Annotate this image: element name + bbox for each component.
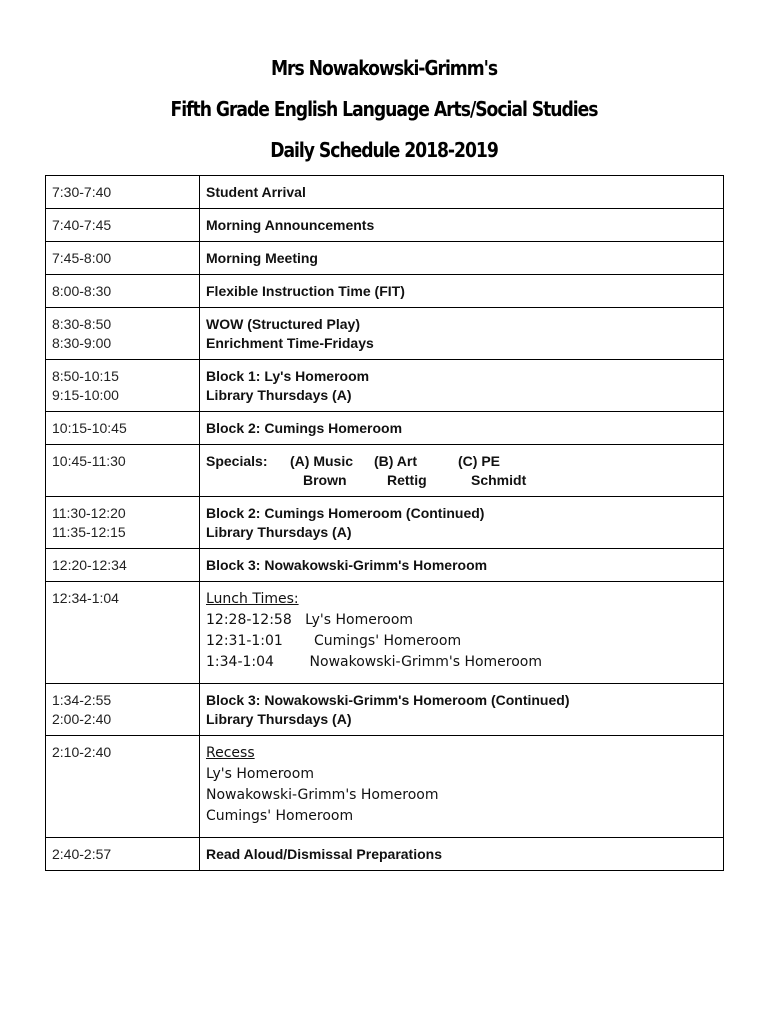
- table-row: [46, 412, 724, 445]
- activity-text: Student Arrival: [206, 184, 306, 200]
- title-line-schedule: Daily Schedule 2018-2019: [270, 138, 498, 162]
- table-row: [46, 838, 724, 871]
- specials-label: Specials:: [206, 453, 268, 469]
- activity-text: Morning Announcements: [206, 217, 375, 233]
- activity-cell: [200, 684, 724, 736]
- activity-text: WOW (Structured Play): [206, 316, 361, 332]
- time-cell: [46, 549, 200, 582]
- time-text: 11:35-12:15: [52, 524, 126, 540]
- activity-cell: [200, 736, 724, 838]
- list-item: 1:34-1:04 Nowakowski-Grimm's Homeroom: [206, 654, 542, 670]
- time-text: 9:15-10:00: [52, 387, 119, 403]
- activity-text: Library Thursdays (A): [206, 387, 352, 403]
- table-row: [46, 549, 724, 582]
- time-cell: [46, 275, 200, 308]
- list-item: 12:31-1:01 Cumings' Homeroom: [206, 633, 462, 649]
- time-cell: [46, 684, 200, 736]
- table-row: [46, 445, 724, 497]
- time-cell: [46, 360, 200, 412]
- activity-text: Block 2: Cumings Homeroom: [206, 420, 403, 436]
- activity-cell: [200, 360, 724, 412]
- table-row: [46, 176, 724, 209]
- time-cell: [46, 445, 200, 497]
- time-text: 12:34-1:04: [52, 590, 119, 606]
- time-cell: [46, 308, 200, 360]
- special-item: [374, 452, 458, 490]
- schedule-table: [45, 175, 724, 871]
- time-cell: [46, 209, 200, 242]
- special-teacher: Brown: [303, 472, 347, 488]
- table-row: [46, 242, 724, 275]
- activity-cell: [200, 497, 724, 549]
- activity-cell: [200, 582, 724, 684]
- list-heading: Recess: [206, 745, 255, 761]
- activity-cell: [200, 308, 724, 360]
- activity-cell: [200, 176, 724, 209]
- table-row: [46, 308, 724, 360]
- time-text: 8:30-9:00: [52, 335, 112, 351]
- table-row: [46, 582, 724, 684]
- activity-text: Library Thursdays (A): [206, 711, 352, 727]
- activity-text: Enrichment Time-Fridays: [206, 335, 374, 351]
- time-cell: [46, 176, 200, 209]
- list-item: Ly's Homeroom: [206, 766, 314, 782]
- table-row: [46, 684, 724, 736]
- activity-text: Read Aloud/Dismissal Preparations: [206, 846, 442, 862]
- title-line-subject: Fifth Grade English Language Arts/Social Studies: [170, 97, 598, 121]
- title-line-teacher: Mrs Nowakowski-Grimm's: [270, 56, 498, 80]
- special-name: (B) Art: [374, 453, 418, 469]
- time-text: 8:50-10:15: [52, 368, 119, 384]
- time-text: 7:40-7:45: [52, 217, 112, 233]
- activity-cell: [200, 412, 724, 445]
- time-cell: [46, 412, 200, 445]
- table-row: [46, 497, 724, 549]
- activity-text: Block 3: Nowakowski-Grimm's Homeroom (Continued): [206, 692, 570, 708]
- time-text: 1:34-2:55: [52, 692, 112, 708]
- table-row: [46, 360, 724, 412]
- time-text: 2:10-2:40: [52, 744, 112, 760]
- schedule-body: [46, 176, 724, 871]
- activity-text: Morning Meeting: [206, 250, 318, 266]
- special-teacher: Schmidt: [471, 472, 527, 488]
- special-item: [458, 452, 526, 490]
- activity-cell: [200, 209, 724, 242]
- time-text: 10:45-11:30: [52, 453, 126, 469]
- specials-list: [206, 452, 717, 490]
- special-name: (A) Music: [290, 453, 353, 469]
- time-cell: [46, 736, 200, 838]
- time-cell: [46, 497, 200, 549]
- time-text: 11:30-12:20: [52, 505, 126, 521]
- activity-text: Block 3: Nowakowski-Grimm's Homeroom: [206, 557, 488, 573]
- time-text: 7:30-7:40: [52, 184, 112, 200]
- activity-cell: [200, 242, 724, 275]
- special-item: [290, 452, 374, 490]
- activity-cell: [200, 838, 724, 871]
- list-item: Cumings' Homeroom: [206, 808, 354, 824]
- list-heading: Lunch Times:: [206, 591, 299, 607]
- activity-text: Library Thursdays (A): [206, 524, 352, 540]
- activity-cell: [200, 275, 724, 308]
- activity-cell: [200, 549, 724, 582]
- table-row: [46, 275, 724, 308]
- time-text: 10:15-10:45: [52, 420, 127, 436]
- activity-cell: [200, 445, 724, 497]
- activity-text: Block 2: Cumings Homeroom (Continued): [206, 505, 485, 521]
- time-text: 7:45-8:00: [52, 250, 112, 266]
- special-teacher: Rettig: [387, 472, 427, 488]
- table-row: [46, 209, 724, 242]
- schedule-title: [0, 48, 768, 171]
- activity-text: Block 1: Ly's Homeroom: [206, 368, 370, 384]
- list-item: 12:28-12:58 Ly's Homeroom: [206, 612, 414, 628]
- time-cell: [46, 838, 200, 871]
- table-row: [46, 736, 724, 838]
- time-cell: [46, 582, 200, 684]
- time-text: 12:20-12:34: [52, 557, 127, 573]
- time-cell: [46, 242, 200, 275]
- time-text: 8:00-8:30: [52, 283, 112, 299]
- special-name: (C) PE: [458, 453, 500, 469]
- activity-text: Flexible Instruction Time (FIT): [206, 283, 405, 299]
- time-text: 8:30-8:50: [52, 316, 112, 332]
- time-text: 2:00-2:40: [52, 711, 112, 727]
- list-item: Nowakowski-Grimm's Homeroom: [206, 787, 439, 803]
- time-text: 2:40-2:57: [52, 846, 112, 862]
